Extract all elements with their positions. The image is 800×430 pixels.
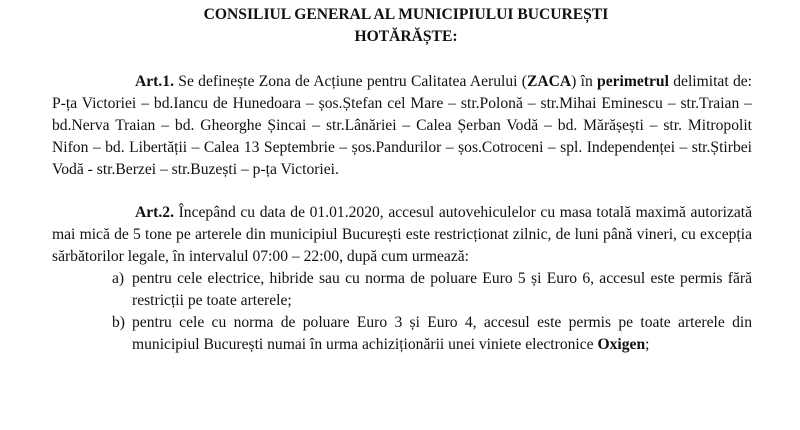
list-item-a-text: pentru cele electrice, hibride sau cu norma de poluare Euro 5 și Euro 6, accesul este permis fără restricții pe toate arterele; <box>132 270 752 309</box>
article-1-label: Art.1. <box>135 73 174 90</box>
oxigen-vignette-name: Oxigen <box>597 336 646 353</box>
list-item-b-text: pentru cele cu norma de poluare Euro 3 și Euro 4, accesul este permis pe toate arterele din municipiul București numai în urma achiziționării unei viniete electronice <box>132 314 752 353</box>
article-2-text: Începând cu data de 01.01.2020, accesul autovehiculelor cu masa totală maximă autorizată mai mică de 5 tone pe arterele din municipiul București este restricționat zilnic, de luni până vineri, cu excepția sărbătorilor legale, în intervalul 07:00 – 22:00, după cum urmează: <box>52 204 752 265</box>
decision-heading: HOTĂRĂȘTE: <box>354 28 458 45</box>
council-title: CONSILIUL GENERAL AL MUNICIPIULUI BUCUREȘTI <box>203 6 609 23</box>
article-2-list <box>52 268 752 356</box>
article-1-text-a: Se definește Zona de Acțiune pentru Calitatea Aerului ( <box>173 73 527 90</box>
list-item-b <box>52 312 752 356</box>
article-2 <box>52 202 752 268</box>
list-item-a <box>52 268 752 312</box>
article-1-text-c: delimitat de: P-ța Victoriei – bd.Iancu de Hunedoara – șos.Ștefan cel Mare – str.Polonă – str.Mihai Eminescu – str.Traian – bd.Nerva Traian – bd. Gheorghe Șincai – str.Lânăriei – Calea Șerban Vodă – bd. Mărășești – str. Mitropolit Nifon – bd. Libertății – Calea 13 Septembrie – șos.Pandurilor – șos.Cotroceni – spl. Independenței – str.Știrbei Vodă - str.Berzei – str.Buzești – p-ța Victoriei. <box>52 73 752 178</box>
article-2-label: Art.2. <box>135 204 174 221</box>
list-marker-a: a) <box>112 270 125 287</box>
list-item-b-end: ; <box>645 336 650 353</box>
perimeter-word: perimetrul <box>597 73 669 90</box>
document-header <box>52 0 752 48</box>
zaca-acronym: ZACA <box>526 73 572 90</box>
list-marker-b: b) <box>112 314 125 331</box>
article-1 <box>52 71 752 181</box>
article-1-text-b: ) în <box>571 73 598 90</box>
